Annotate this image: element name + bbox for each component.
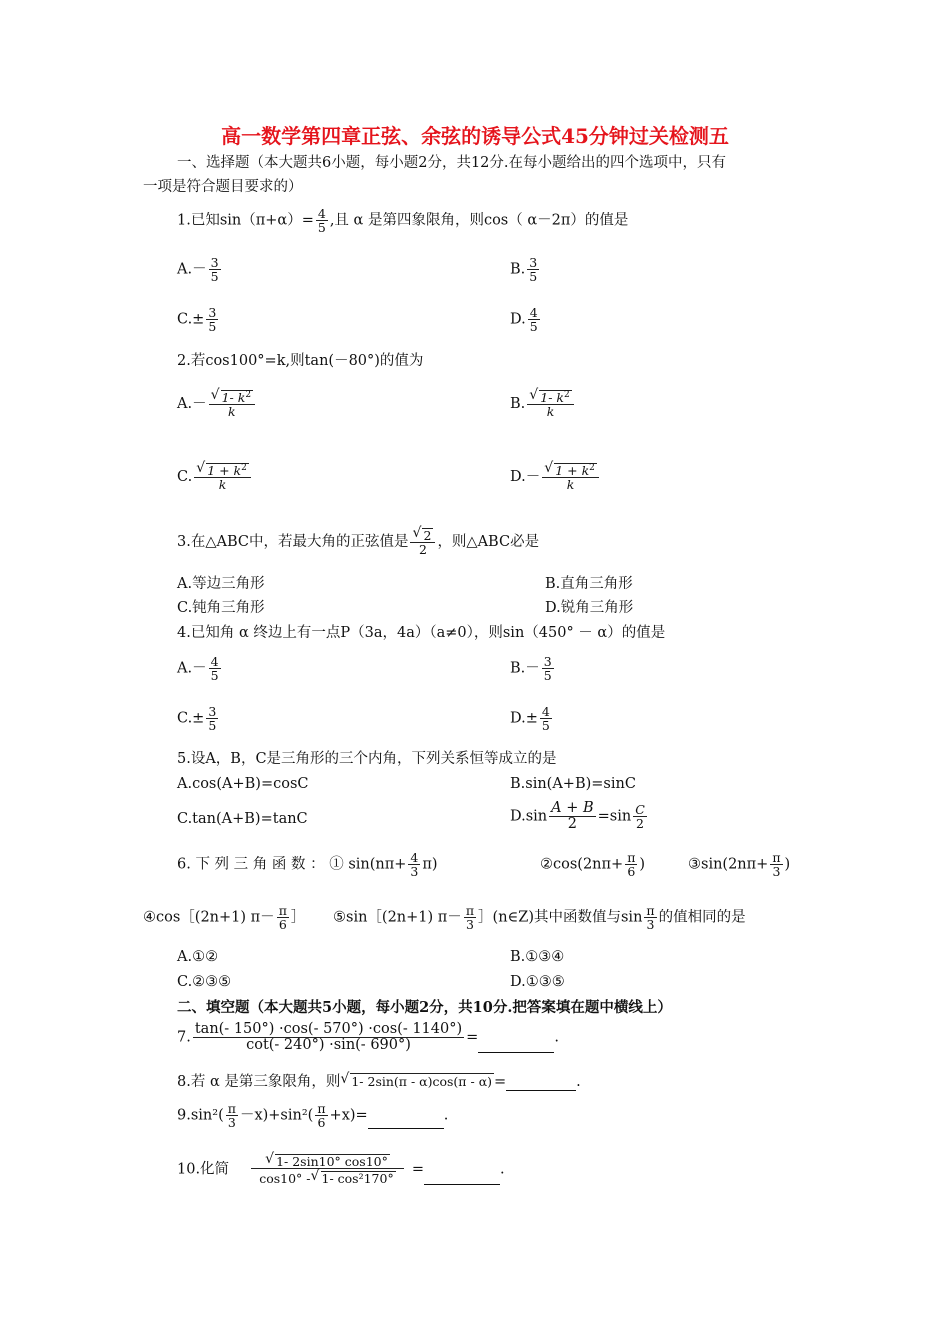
question-3-option-b: B.直角三角形 bbox=[545, 576, 633, 592]
section1-instructions-cont: 一项是符合题目要求的） bbox=[143, 179, 303, 195]
question-3-option-a: A.等边三角形 bbox=[177, 576, 265, 592]
question-2-option-a: A.－ √ $\frac{1- k^2}{k}$ bbox=[177, 390, 257, 418]
question-5-stem: 5.设A，B，C是三角形的三个内角，下列关系恒等成立的是 bbox=[177, 751, 557, 767]
question-6-stem-line2: ⑤sin［(2n+1) π－ $\frac{\pi}{3}$ ］(n∈Z)其中函数值与sin $\frac{\pi}{3}$ 的值相同的是 bbox=[333, 903, 746, 933]
section1-instructions: 一、选择题（本大题共6小题，每小题2分，共12分.在每小题给出的四个选项中，只有 bbox=[177, 155, 727, 171]
answer-blank-9[interactable] bbox=[368, 1128, 444, 1129]
question-1-stem: 1.已知sin（π+α）= $\frac{4}{5}$ ,且 α 是第四象限角，则cos（ α－2π）的值是 bbox=[177, 206, 629, 236]
question-4-option-d: D.± $\frac{4}{5}$ bbox=[510, 704, 550, 734]
question-4-option-a: A.－ $\frac{4}{5}$ bbox=[177, 654, 219, 684]
question-6-option-c: C.②③⑤ bbox=[177, 974, 232, 990]
question-5-option-c: C.tan(A+B)=tanC bbox=[177, 811, 308, 827]
question-1-option-c: C.± $\frac{3}{5}$ bbox=[177, 305, 217, 335]
question-6-option-d: D.①③⑤ bbox=[510, 974, 565, 990]
question-6-item-3: ③sin(2nπ+ $\frac{\pi}{3}$ ) bbox=[688, 850, 791, 880]
question-3-option-d: D.锐角三角形 bbox=[545, 600, 634, 616]
answer-blank-7[interactable] bbox=[478, 1052, 554, 1053]
question-1-option-a: A.－ $\frac{3}{5}$ bbox=[177, 255, 219, 285]
question-4-option-b: B.－ $\frac{3}{5}$ bbox=[510, 654, 552, 684]
question-4-option-c: C.± $\frac{3}{5}$ bbox=[177, 704, 217, 734]
question-8: 8.若 α 是第三象限角，则√ 1- 2sin(π - α)cos(π - α) = . bbox=[177, 1073, 581, 1091]
question-1-option-d: D. $\frac{4}{5}$ bbox=[510, 305, 538, 335]
question-3-option-c: C.钝角三角形 bbox=[177, 600, 265, 616]
question-6-stem-line1: 6. 下 列 三 角 函 数 ： ① sin(nπ+ $\frac{4}{3}$ π) bbox=[177, 850, 438, 880]
question-6-option-b: B.①③④ bbox=[510, 949, 565, 965]
question-7: 7. $\frac{\tan(- 150^\circ) \cdot\cos(- 570^\circ) \cdot\cos(- 1140^\circ)}{\cot(- 240^\circ) \cdot\sin(- 690^\circ)}$ = . bbox=[177, 1021, 559, 1054]
answer-blank-10[interactable] bbox=[424, 1184, 500, 1185]
question-2-option-d: D.－ √ $\frac{1 + k^2}{k}$ bbox=[510, 463, 601, 491]
question-3-stem: 3.在△ABC中，若最大角的正弦值是 √ $\frac{2}{2}$ ，则△ABC必是 bbox=[177, 528, 539, 556]
question-5-option-a: A.cos(A+B)=cosC bbox=[177, 776, 309, 792]
question-6-option-a: A.①② bbox=[177, 949, 219, 965]
question-5-option-b: B.sin(A+B)=sinC bbox=[510, 776, 636, 792]
question-2-option-b: B. √ $\frac{1- k^2}{k}$ bbox=[510, 390, 576, 418]
section2-instructions: 二、填空题（本大题共5小题，每小题2分，共10分.把答案填在题中横线上） bbox=[177, 999, 672, 1016]
question-2-stem: 2.若cos100°=k,则tan(－80°)的值为 bbox=[177, 353, 424, 369]
question-2-option-c: C. √ $\frac{1 + k^2}{k}$ bbox=[177, 463, 253, 491]
question-5-option-d: D.sin $\frac{A + B}{2}$ =sin $\frac{C}{2}$ bbox=[510, 800, 645, 833]
question-1-option-b: B. $\frac{3}{5}$ bbox=[510, 255, 538, 285]
question-9: 9.sin²( $\frac{\pi}{3}$ －x)+sin²( $\frac{\pi}{6}$ +x)= . bbox=[177, 1101, 449, 1131]
question-4-stem: 4.已知角 α 终边上有一点P（3a，4a）（a≠0），则sin（450° － α）的值是 bbox=[177, 625, 666, 641]
page-title: 高一数学第四章正弦、余弦的诱导公式45分钟过关检测五 bbox=[221, 124, 729, 148]
question-10: 10.化简 √ $\frac{1- 2\sin 10^\circ \cos 10^\circ}{\text{cos10° -√ 1- cos²170°}}$ = . bbox=[177, 1154, 505, 1185]
answer-blank-8[interactable] bbox=[506, 1090, 576, 1091]
question-6-item-4: ④cos［(2n+1) π－ $\frac{\pi}{6}$ ］ bbox=[143, 903, 306, 933]
question-6-item-2: ②cos(2nπ+ $\frac{\pi}{6}$ ) bbox=[540, 850, 646, 880]
